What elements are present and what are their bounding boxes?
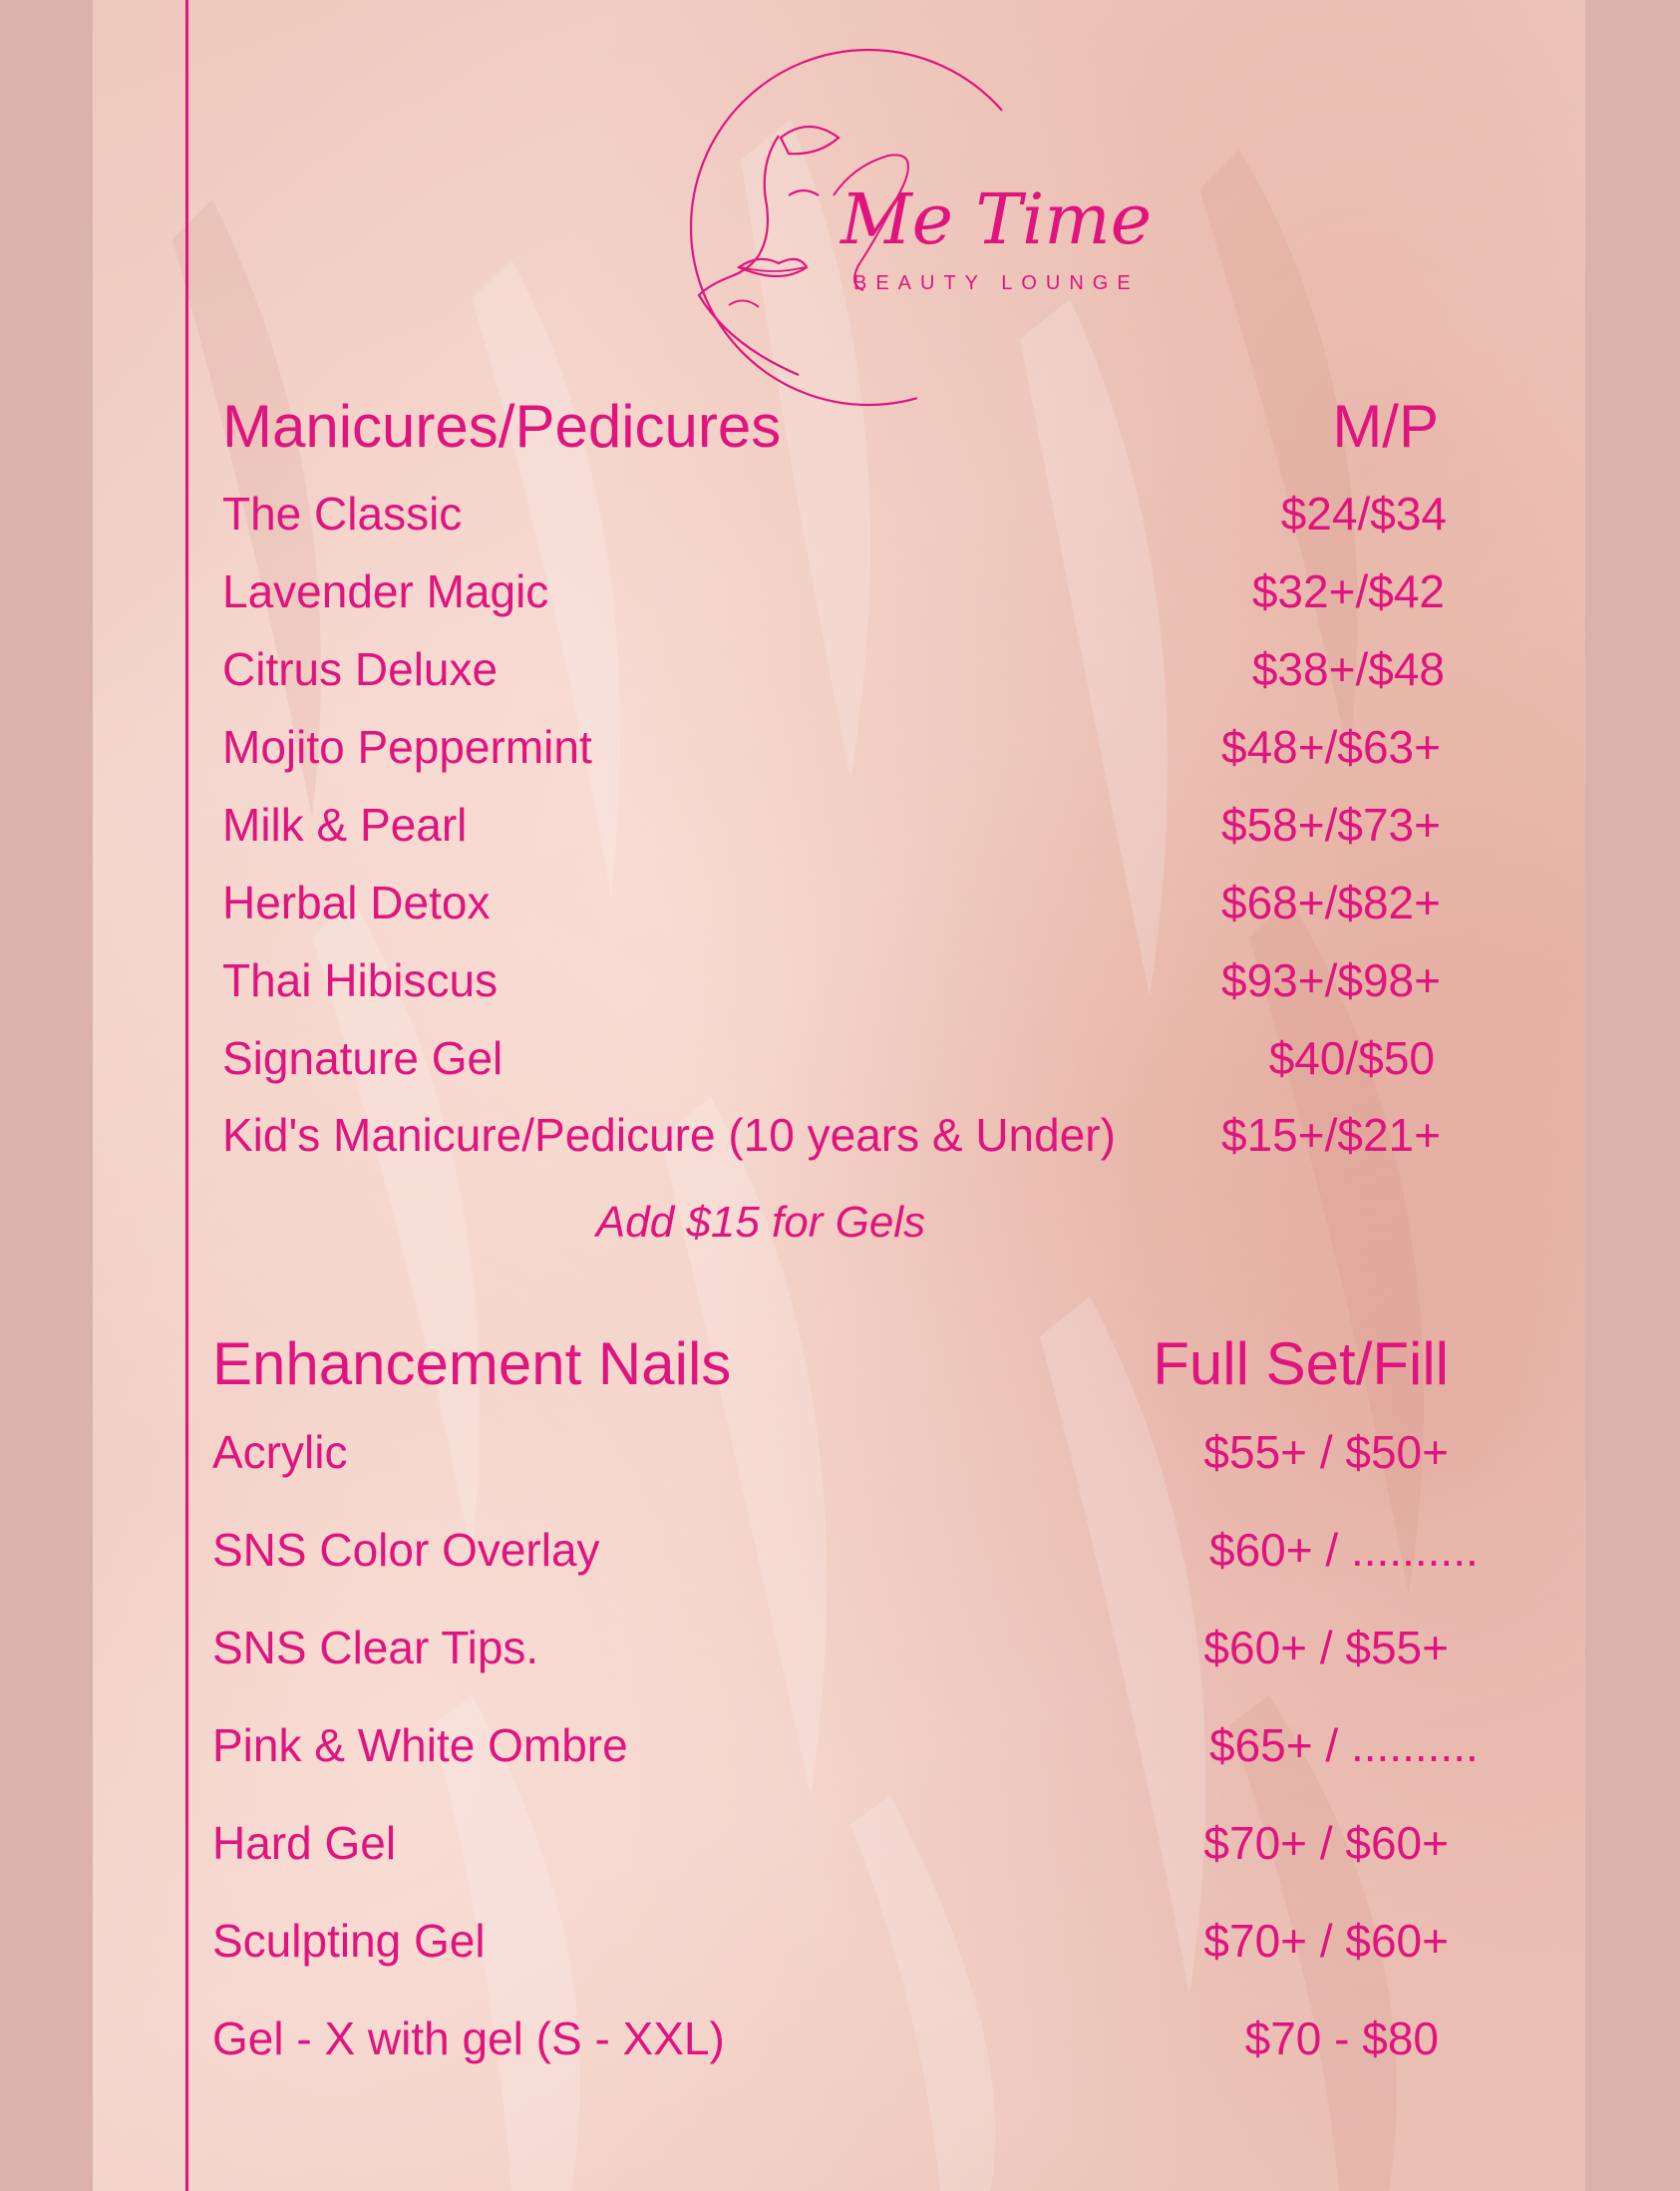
- service-name: Lavender Magic: [222, 565, 549, 617]
- service-name: Acrylic: [212, 1426, 348, 1478]
- service-name: Mojito Peppermint: [222, 721, 592, 773]
- service-price: $70+ / $60+: [1203, 1915, 1449, 1967]
- service-name: Hard Gel: [212, 1817, 397, 1869]
- service-price: $93+/$98+: [1220, 954, 1441, 1006]
- service-price: $65+ / ..........: [1209, 1719, 1479, 1771]
- me-time-logo: [689, 46, 1158, 415]
- manicures-column-label: M/P: [1332, 393, 1439, 460]
- left-accent-line: [185, 0, 188, 2191]
- gel-addon-note: Add $15 for Gels: [595, 1198, 926, 1247]
- brand-script: Me Time: [840, 179, 1153, 260]
- service-name: Thai Hibiscus: [222, 954, 499, 1006]
- enhancements-title: Enhancement Nails: [212, 1330, 732, 1397]
- service-name: SNS Clear Tips.: [212, 1622, 539, 1673]
- enhancements-column-label: Full Set/Fill: [1153, 1330, 1449, 1397]
- service-name: Gel - X with gel (S - XXL): [212, 2012, 725, 2064]
- service-price: $68+/$82+: [1220, 877, 1441, 928]
- service-name: Citrus Deluxe: [222, 643, 499, 695]
- service-name: The Classic: [222, 488, 463, 540]
- service-price: $55+ / $50+: [1203, 1426, 1449, 1478]
- service-name: Pink & White Ombre: [212, 1719, 628, 1771]
- service-price: $48+/$63+: [1220, 721, 1441, 773]
- service-price: $70+ / $60+: [1203, 1817, 1449, 1869]
- service-name: Sculpting Gel: [212, 1915, 486, 1967]
- service-name: SNS Color Overlay: [212, 1524, 600, 1576]
- service-price: $38+/$48: [1251, 643, 1445, 695]
- service-price: $60+ / ..........: [1209, 1524, 1479, 1576]
- service-price: $32+/$42: [1251, 565, 1445, 617]
- service-price: $70 - $80: [1244, 2012, 1439, 2064]
- service-price: $58+/$73+: [1220, 799, 1441, 851]
- brand-tagline: BEAUTY LOUNGE: [853, 272, 1140, 294]
- service-price: $40/$50: [1268, 1032, 1435, 1084]
- service-name: Milk & Pearl: [222, 799, 468, 851]
- service-name: Herbal Detox: [222, 877, 491, 928]
- service-name: Signature Gel: [222, 1032, 504, 1084]
- service-name: Kid's Manicure/Pedicure (10 years & Under): [222, 1109, 1116, 1161]
- manicures-title: Manicures/Pedicures: [222, 393, 782, 460]
- menu-page: [93, 0, 1585, 2191]
- service-price: $15+/$21+: [1220, 1109, 1441, 1161]
- service-price: $24/$34: [1280, 488, 1447, 540]
- service-price: $60+ / $55+: [1203, 1622, 1449, 1673]
